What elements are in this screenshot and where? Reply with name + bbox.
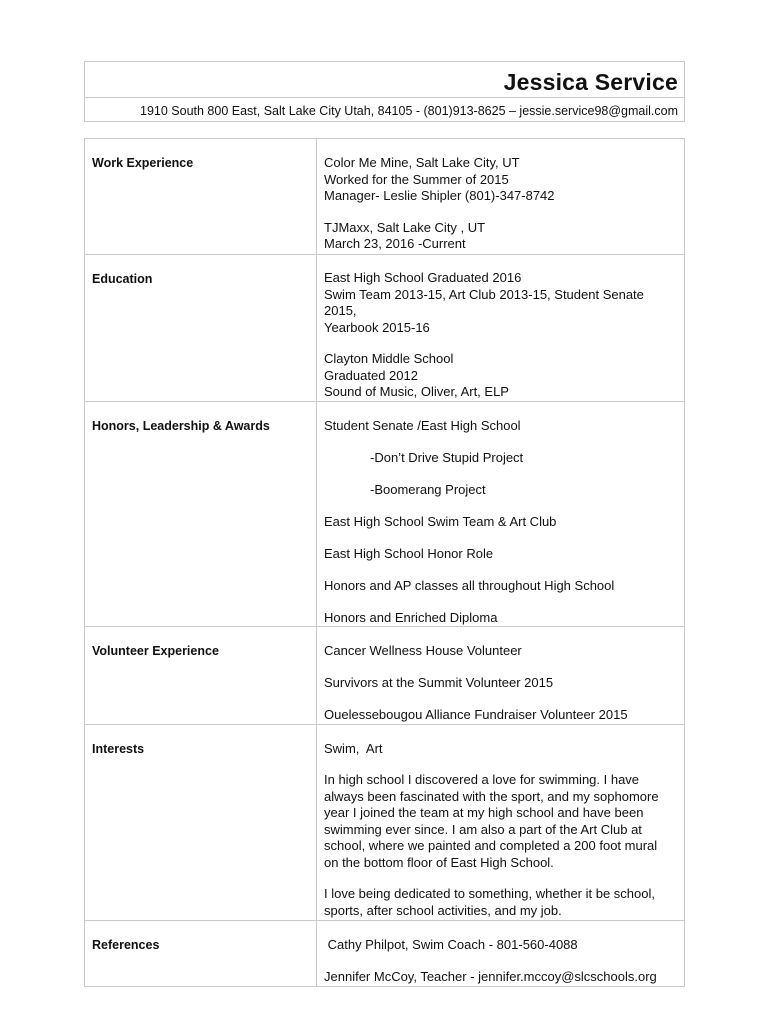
- reference-line: Jennifer McCoy, Teacher - jennifer.mccoy@slcschools.org: [324, 969, 657, 984]
- honors-line: East High School Honor Role: [324, 545, 494, 561]
- section-label-cell: [85, 255, 317, 402]
- section-row-work: [85, 139, 685, 255]
- section-content-references: [317, 920, 685, 986]
- section-label-cell: [85, 401, 317, 627]
- honors-line: Honors and Enriched Diploma: [324, 609, 498, 625]
- section-content-work: [317, 139, 685, 255]
- interests-line: sports, after school activities, and my job.: [324, 902, 562, 918]
- interests-line: always been fascinated with the sport, and my sophomore: [324, 788, 659, 804]
- section-content-volunteer: [317, 627, 685, 725]
- interests-line: year I joined the team at my high school and have been: [324, 805, 644, 820]
- section-content-education: [317, 255, 685, 402]
- section-row-references: [85, 920, 685, 986]
- section-row-education: [85, 255, 685, 402]
- honors-line: Honors and AP classes all throughout High School: [324, 577, 615, 593]
- volunteer-line: Survivors at the Summit Volunteer 2015: [324, 675, 554, 690]
- volunteer-line: Ouelessebougou Alliance Fundraiser Volunteer 2015: [324, 707, 628, 722]
- honors-line: -Don’t Drive Stupid Project: [370, 449, 524, 465]
- section-title-interests: Interests: [92, 741, 145, 756]
- honors-line: -Boomerang Project: [370, 481, 486, 497]
- section-title-education: Education: [92, 272, 153, 286]
- section-title-references: References: [92, 937, 160, 952]
- interests-line: I love being dedicated to something, whether it be school,: [324, 886, 655, 901]
- section-title-honors: Honors, Leadership & Awards: [92, 418, 270, 433]
- honors-line: East High School Swim Team & Art Club: [324, 513, 557, 529]
- section-label-cell: [85, 920, 317, 986]
- section-row-interests: [85, 724, 685, 920]
- work-line: TJMaxx, Salt Lake City , UT: [324, 219, 486, 235]
- interests-line: school, where we painted and completed a 200 foot mural: [324, 838, 658, 853]
- reference-line: Cathy Philpot, Swim Coach - 801-560-4088: [324, 936, 578, 952]
- section-content-interests: [317, 724, 685, 920]
- header-divider: [85, 97, 684, 98]
- section-label-cell: [85, 139, 317, 255]
- work-line: Worked for the Summer of 2015: [324, 171, 509, 187]
- volunteer-line: Cancer Wellness House Volunteer: [324, 643, 522, 658]
- resume-header: [84, 61, 685, 122]
- education-line: East High School Graduated 2016: [324, 270, 522, 285]
- contact-line: 1910 South 800 East, Salt Lake City Utah, 84105 - (801)913-8625 – jessie.service98@gmail.com: [140, 104, 678, 118]
- interests-line: swimming ever since. I am also a part of the Art Club at: [324, 821, 642, 837]
- education-line: Yearbook 2015-16: [324, 319, 430, 335]
- interests-line: In high school I discovered a love for swimming. I have: [324, 772, 640, 787]
- applicant-name: Jessica Service: [503, 69, 678, 95]
- section-label-cell: [85, 724, 317, 920]
- section-title-work: Work Experience: [92, 156, 194, 170]
- section-label-cell: [85, 627, 317, 725]
- work-line: Color Me Mine, Salt Lake City, UT: [324, 155, 520, 170]
- work-line: Manager- Leslie Shipler (801)-347-8742: [324, 188, 555, 203]
- honors-line: Student Senate /East High School: [324, 417, 521, 433]
- section-row-honors: [85, 401, 685, 627]
- education-line: Graduated 2012: [324, 367, 418, 383]
- section-content-honors: [317, 401, 685, 627]
- education-line: Clayton Middle School: [324, 351, 454, 366]
- interests-line: Swim, Art: [324, 740, 383, 756]
- interests-line: on the bottom floor of East High School.: [324, 854, 554, 870]
- section-title-volunteer: Volunteer Experience: [92, 644, 219, 658]
- resume-table: [84, 138, 685, 987]
- section-row-volunteer: [85, 627, 685, 725]
- work-line: March 23, 2016 -Current: [324, 236, 466, 251]
- education-line: Sound of Music, Oliver, Art, ELP: [324, 384, 509, 399]
- education-line: Swim Team 2013-15, Art Club 2013-15, Student Senate 2015,: [324, 286, 644, 318]
